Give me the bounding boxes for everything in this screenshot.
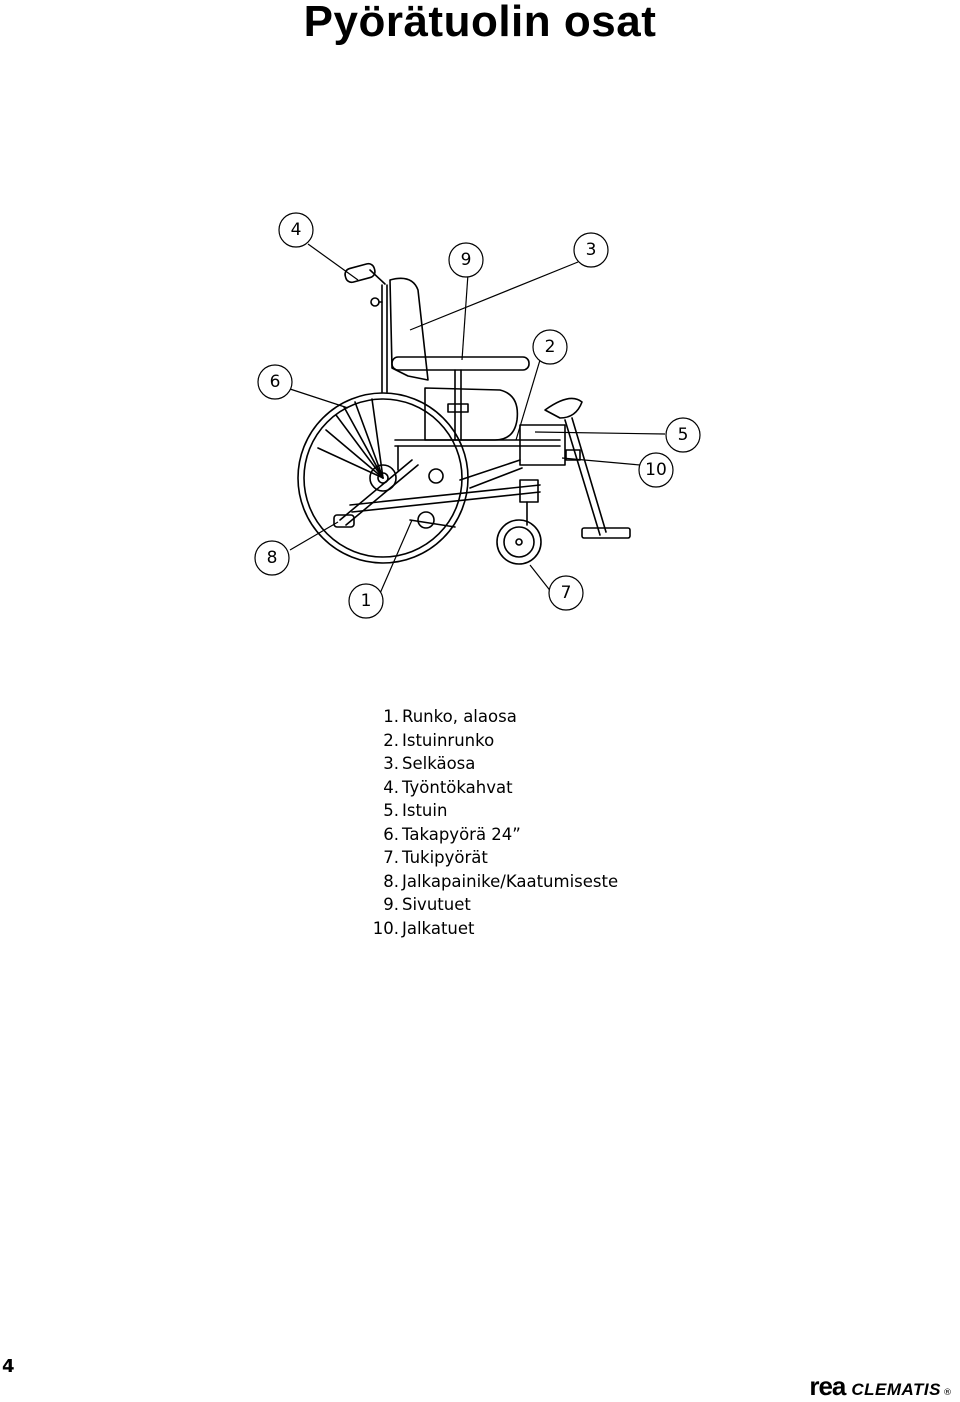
callout-label-1: 1: [360, 591, 372, 611]
caster-wheel: [497, 502, 541, 564]
item-label: Jalkapainike/Kaatumiseste: [402, 871, 619, 891]
brand-rea: rea: [809, 1371, 846, 1401]
callouts: [255, 213, 700, 618]
item-label: Sivutuet: [402, 895, 471, 914]
page-number: 4: [2, 1356, 15, 1377]
item-label: Istuinrunko: [402, 730, 495, 750]
callout-label-2: 2: [544, 337, 556, 357]
item-number: 6.: [383, 824, 399, 844]
list-item: [362, 893, 618, 917]
list-item: [362, 917, 618, 941]
callout-labels: [267, 220, 689, 611]
brand-product: CLEMATIS: [851, 1380, 941, 1399]
callout-label-10: 10: [645, 460, 667, 480]
callout-label-8: 8: [266, 548, 278, 568]
list-item: [362, 729, 618, 753]
list-item: [362, 752, 618, 776]
item-number: 10.: [372, 918, 399, 938]
leader-lines: [290, 244, 665, 598]
item-number: 8.: [383, 871, 399, 891]
registered-mark: ®: [943, 1388, 952, 1398]
item-label: Selkäosa: [402, 754, 476, 773]
item-label: Työntökahvat: [402, 777, 513, 797]
item-number: 1.: [383, 707, 399, 726]
list-item: [362, 776, 618, 800]
parts-list: [362, 705, 618, 940]
callout-label-3: 3: [585, 240, 597, 260]
list-item: [362, 799, 618, 823]
brand-logo: [809, 1371, 952, 1402]
item-number: 2.: [383, 730, 399, 750]
item-label: Runko, alaosa: [402, 707, 517, 726]
item-number: 7.: [383, 848, 399, 867]
leg-rest: [545, 398, 630, 538]
callout-label-4: 4: [290, 220, 302, 240]
callout-label-9: 9: [460, 250, 472, 270]
item-label: Istuin: [402, 801, 448, 820]
list-item: [362, 846, 618, 870]
item-number: 4.: [383, 777, 399, 797]
item-number: 3.: [383, 754, 399, 773]
push-handle: [344, 262, 387, 392]
item-label: Jalkatuet: [402, 918, 475, 938]
callout-label-6: 6: [269, 372, 281, 392]
item-number: 9.: [383, 895, 399, 914]
list-item: [362, 823, 618, 847]
item-label: Takapyörä 24”: [402, 824, 521, 844]
item-label: Tukipyörät: [402, 848, 488, 867]
item-number: 5.: [383, 801, 399, 820]
list-item: [362, 870, 618, 894]
backrest: [390, 278, 428, 380]
wheelchair-diagram: [0, 190, 960, 630]
page-title: Pyörätuolin osat: [303, 0, 657, 46]
callout-label-5: 5: [677, 425, 689, 445]
callout-label-7: 7: [560, 583, 572, 603]
list-item: [362, 705, 618, 729]
